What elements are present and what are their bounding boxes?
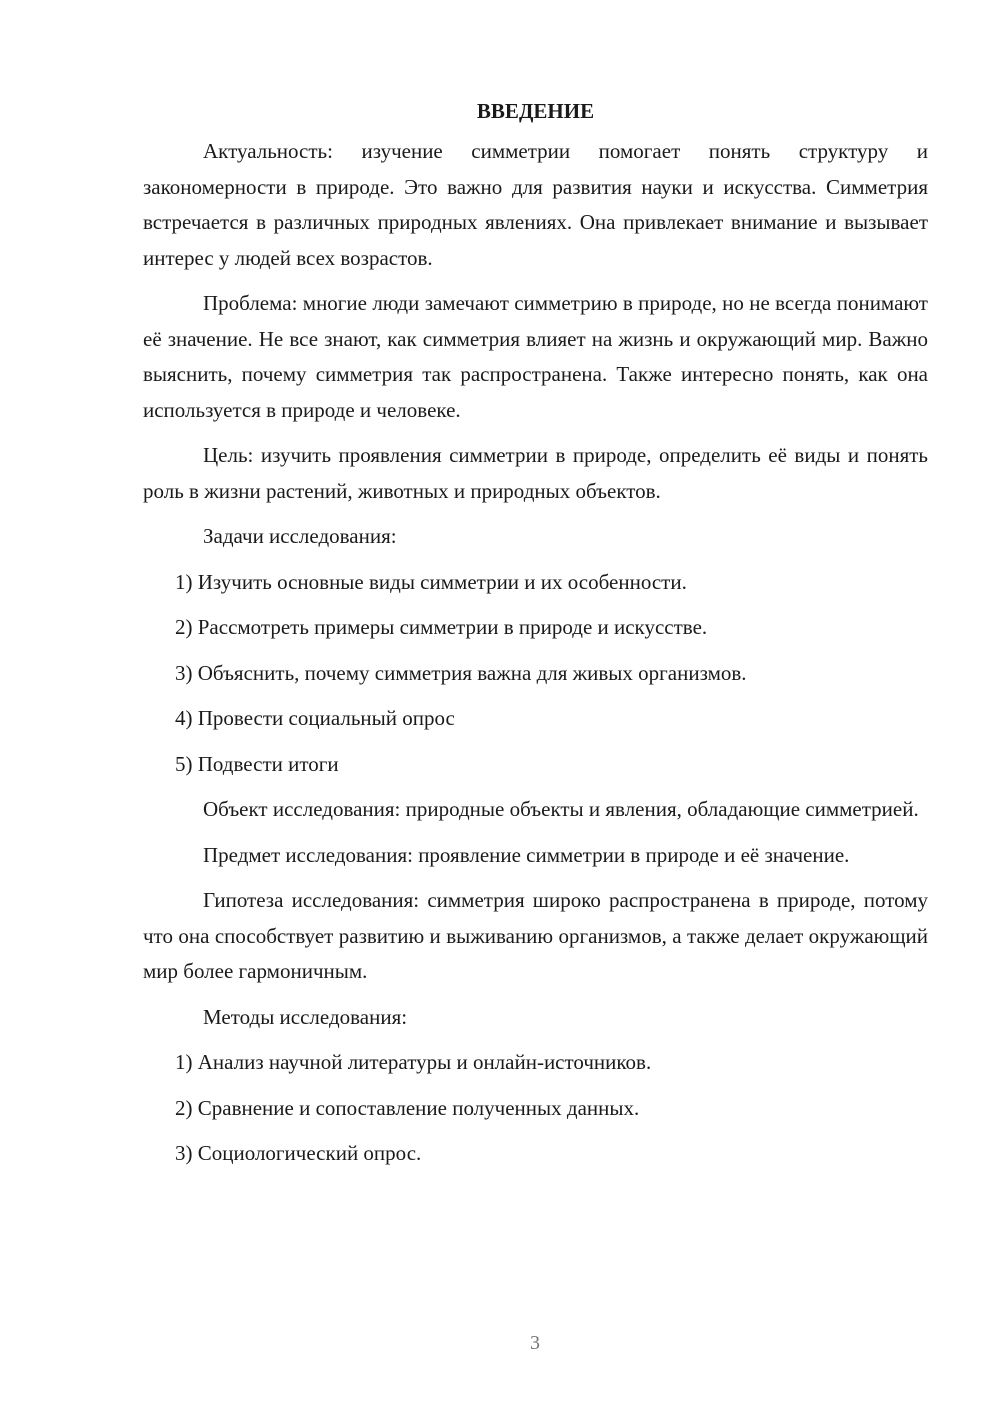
list-item: 4) Провести социальный опрос — [175, 706, 455, 730]
list-item: 2) Сравнение и сопоставление полученных данных. — [175, 1095, 640, 1120]
list-item: 1) Изучить основные виды симметрии и их особенности. — [175, 569, 687, 594]
methods-heading: Методы исследования: — [203, 1004, 408, 1029]
page-title: ВВЕДЕНИЕ — [476, 99, 595, 123]
goal-paragraph: Цель: изучить проявления симметрии в природе, определить её виды и понять роль в жизни растений, животных и природных объектов. — [143, 443, 928, 503]
list-item: 3) Социологический опрос. — [175, 1141, 422, 1165]
object-paragraph: Объект исследования: природные объекты и явления, обладающие симметрией. — [203, 797, 919, 821]
tasks-list — [143, 565, 928, 783]
hypothesis-paragraph: Гипотеза исследования: симметрия широко распространена в природе, потому что она способствует развитию и выживанию организмов, а также делает окружающий мир более гармоничным. — [143, 888, 928, 983]
list-item: 5) Подвести итоги — [175, 751, 339, 776]
tasks-heading: Задачи исследования: — [203, 524, 397, 548]
list-item: 1) Анализ научной литературы и онлайн-источников. — [175, 1050, 652, 1074]
problem-paragraph: Проблема: многие люди замечают симметрию в природе, но не всегда понимают её значение. Не все знают, как симметрия влияет на жизнь и окружающий мир. Важно выяснить, почему симметрия так распространена. Также интересно понять, как она используется в природе и человеке. — [143, 291, 928, 422]
relevance-paragraph: Актуальность: изучение симметрии помогает понять структуру и закономерности в природе. Это важно для развития науки и искусства. Симметрия встречается в различных природных явлениях. Она привлекает внимание и вызывает интерес у людей всех возрастов. — [143, 139, 928, 270]
document-page — [143, 96, 928, 1182]
methods-list — [143, 1045, 928, 1172]
list-item: 3) Объяснить, почему симметрия важна для живых организмов. — [175, 660, 747, 685]
page-number: 3 — [530, 1332, 540, 1354]
list-item: 2) Рассмотреть примеры симметрии в природе и искусстве. — [175, 615, 708, 639]
subject-paragraph: Предмет исследования: проявление симметрии в природе и её значение. — [203, 842, 850, 867]
